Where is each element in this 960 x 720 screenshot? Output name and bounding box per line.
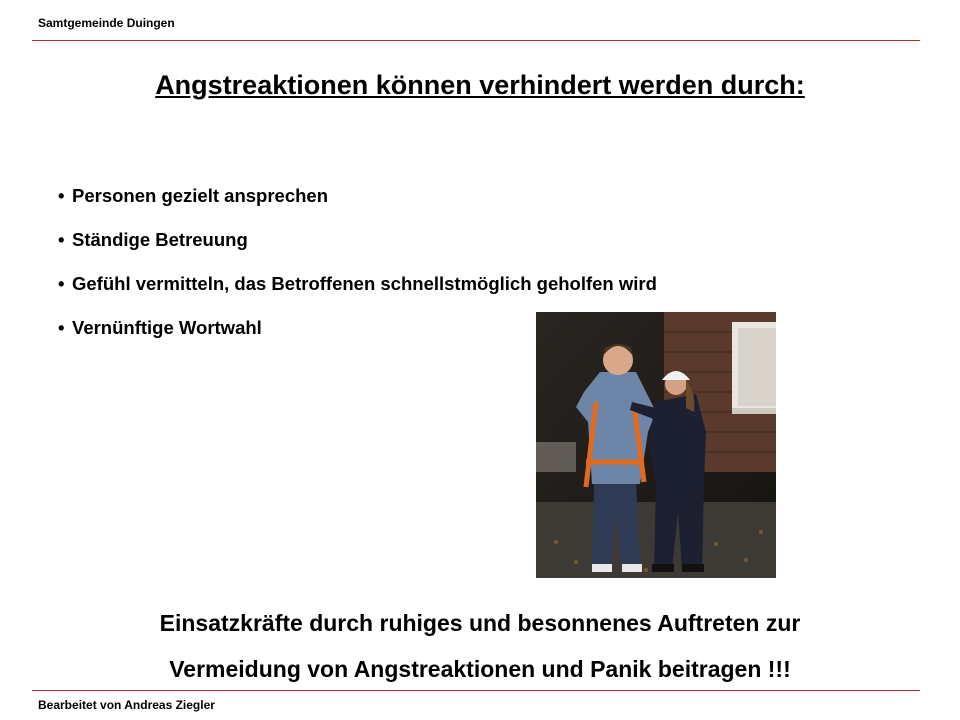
bullet-item [58,272,657,316]
slide-title: Angstreaktionen können verhindert werden durch: [155,70,805,100]
bullet-label: Ständige Betreuung [72,229,248,250]
closing-line-2: Vermeidung von Angstreaktionen und Panik beitragen !!! [169,656,791,682]
footer-author: Bearbeitet von Andreas Ziegler [38,698,215,712]
header-divider [32,40,920,41]
bullet-item [58,228,657,272]
rescue-training-photo [536,312,776,578]
footer-divider [32,690,920,691]
bullet-dot: • [58,229,65,250]
bullet-item [58,184,657,228]
bullet-dot: • [58,317,65,338]
closing-statement [0,600,960,692]
bullet-dot: • [58,273,65,294]
closing-line-1: Einsatzkräfte durch ruhiges und besonnenes Auftreten zur [159,610,801,636]
bullet-label: Gefühl vermitteln, das Betroffenen schnellstmöglich geholfen wird [72,273,657,294]
header-organization: Samtgemeinde Duingen [38,16,175,30]
bullet-label: Personen gezielt ansprechen [72,185,329,206]
bullet-dot: • [58,185,65,206]
bullet-label: Vernünftige Wortwahl [72,317,262,338]
